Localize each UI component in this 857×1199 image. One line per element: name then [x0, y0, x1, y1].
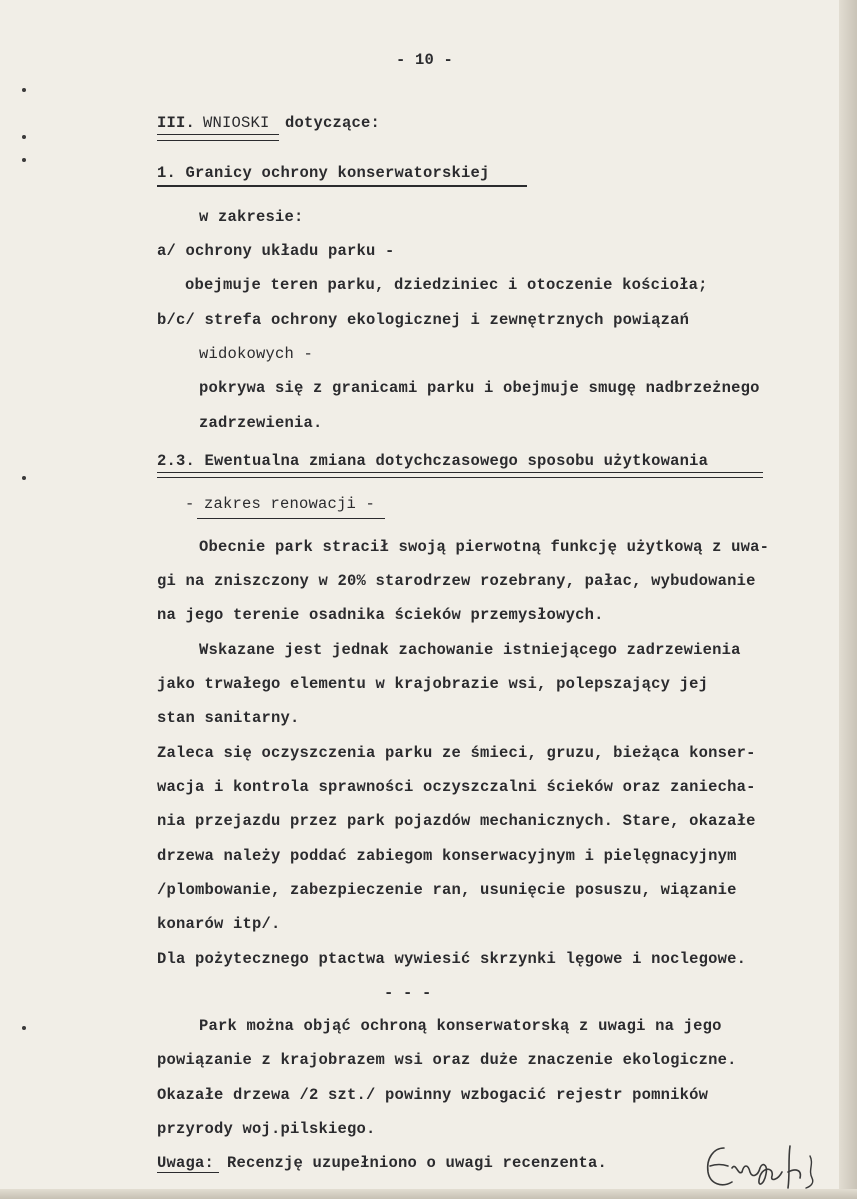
conclusion-line: przyrody woj.pilskiego. — [157, 1120, 376, 1138]
conclusion-line: Okazałe drzewa /2 szt./ powinny wzbogacić rejestr pomników — [157, 1086, 709, 1104]
separator: - - - — [384, 984, 432, 1002]
handwritten-signature — [702, 1142, 827, 1194]
note-label-underline — [157, 1172, 219, 1173]
section1-title-underline — [157, 185, 527, 187]
section23-line: drzewa należy poddać zabiegom konserwacyjnym i pielęgnacyjnym — [157, 847, 737, 865]
heading-prefix: III. — [157, 114, 196, 132]
section1-title: 1. Granicy ochrony konserwatorskiej — [157, 164, 490, 182]
section1-line: pokrywa się z granicami parku i obejmuje smugę nadbrzeżnego — [199, 379, 760, 397]
heading-double-underline — [157, 134, 279, 141]
section23-line: /plombowanie, zabezpieczenie ran, usunięcie posuszu, wiązanie — [157, 881, 737, 899]
note-label: Uwaga: — [157, 1154, 215, 1172]
section23-line: gi na zniszczony w 20% starodrzew rozebrany, pałac, wybudowanie — [157, 572, 756, 590]
note-text: Recenzję uzupełniono o uwagi recenzenta. — [227, 1154, 608, 1172]
conclusion-line: powiązanie z krajobrazem wsi oraz duże znaczenie ekologiczne. — [157, 1051, 737, 1069]
section1-line: a/ ochrony układu parku - — [157, 242, 395, 260]
section23-line: konarów itp/. — [157, 915, 281, 933]
punch-mark — [22, 1026, 26, 1030]
section1-line: b/c/ strefa ochrony ekologicznej i zewnętrznych powiązań — [157, 311, 690, 329]
section23-title: 2.3. Ewentualna zmiana dotychczasowego sposobu użytkowania — [157, 452, 709, 470]
section23-subtitle: - zakres renowacji - — [185, 495, 376, 513]
section23-line: na jego terenie osadnika ścieków przemysłowych. — [157, 606, 604, 624]
heading-title: WNIOSKI — [203, 114, 270, 132]
punch-mark — [22, 476, 26, 480]
section23-line: Wskazane jest jednak zachowanie istniejącego zadrzewienia — [199, 641, 741, 659]
conclusion-line: Park można objąć ochroną konserwatorską z uwagi na jego — [199, 1017, 722, 1035]
heading-suffix: dotyczące: — [285, 114, 381, 132]
section23-line: Dla pożytecznego ptactwa wywiesić skrzynki lęgowe i noclegowe. — [157, 950, 747, 968]
section1-line: w zakresie: — [199, 208, 304, 226]
section23-line: wacja i kontrola sprawności oczyszczalni ścieków oraz zaniecha- — [157, 778, 756, 796]
section23-line: Obecnie park stracił swoją pierwotną funkcję użytkową z uwa- — [199, 538, 770, 556]
page-number: - 10 - — [396, 51, 454, 69]
section23-subtitle-underline — [197, 518, 385, 519]
section23-line: nia przejazdu przez park pojazdów mechanicznych. Stare, okazałe — [157, 812, 756, 830]
section23-line: stan sanitarny. — [157, 709, 300, 727]
punch-mark — [22, 135, 26, 139]
section1-line: obejmuje teren parku, dziedziniec i otoczenie kościoła; — [185, 276, 708, 294]
page-edge-right — [839, 0, 857, 1199]
section23-title-underline — [157, 472, 763, 478]
punch-mark — [22, 158, 26, 162]
section1-line: widokowych - — [199, 345, 314, 363]
punch-mark — [22, 88, 26, 92]
section23-line: jako trwałego elementu w krajobrazie wsi, polepszający jej — [157, 675, 709, 693]
section1-line: zadrzewienia. — [199, 414, 323, 432]
section23-line: Zaleca się oczyszczenia parku ze śmieci, gruzu, bieżąca konser- — [157, 744, 756, 762]
